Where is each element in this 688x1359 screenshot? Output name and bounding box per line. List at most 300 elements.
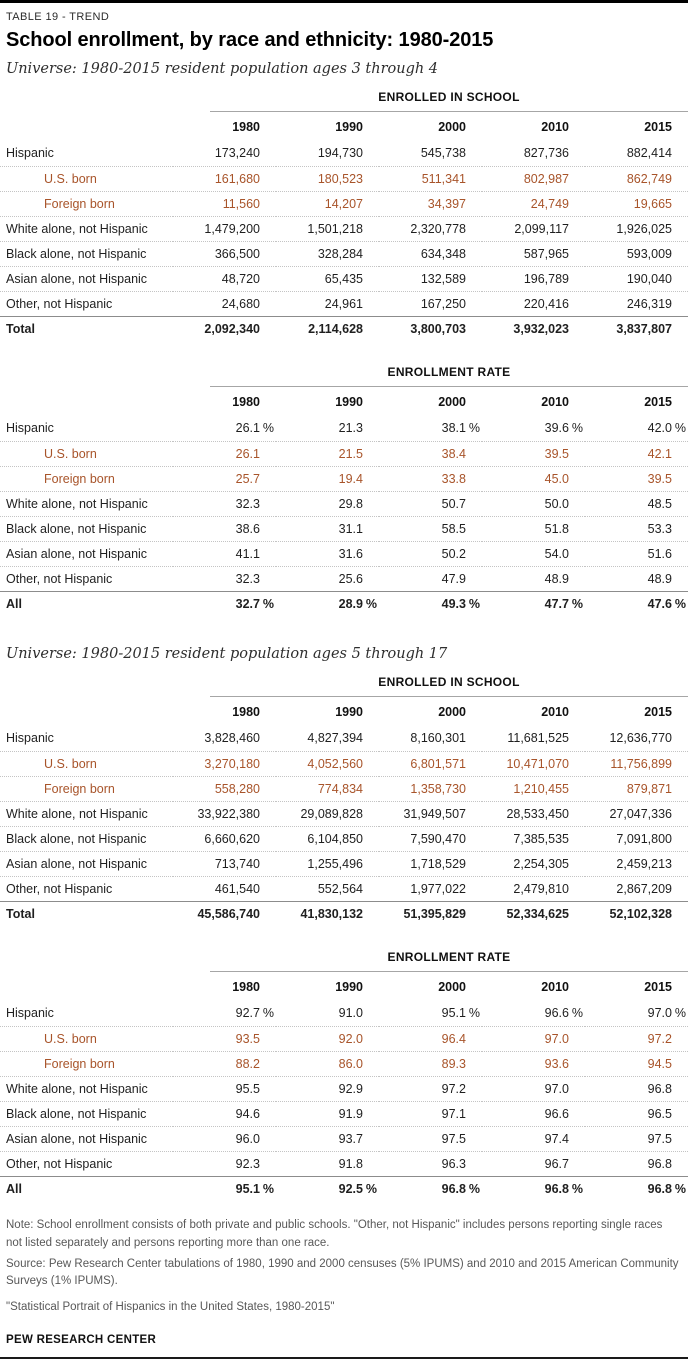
cell-value: 41.1 <box>235 546 260 561</box>
year-column-header: 1980 <box>232 119 260 134</box>
cell-number: 38.1 <box>441 421 466 436</box>
cell-value: 51,395,829 <box>403 906 466 921</box>
row-label: Total <box>6 321 35 336</box>
cell-value: 27,047,336 <box>609 806 672 821</box>
cell-value: 774,834 <box>317 781 363 796</box>
cell-value: 96.4 <box>441 1031 466 1046</box>
cell-value: 7,385,535 <box>513 831 569 846</box>
cell-value: 33,922,380 <box>197 806 260 821</box>
cell-value <box>173 1176 276 1201</box>
percent-sign: % <box>674 1181 686 1196</box>
cell-value: 41,830,132 <box>300 906 363 921</box>
universe-section <box>0 646 688 1201</box>
row-label-header <box>0 972 173 1001</box>
cell-number: 96.8 <box>544 1181 569 1196</box>
cell-value: 132,589 <box>420 271 466 286</box>
row-label: Asian alone, not Hispanic <box>6 1131 148 1146</box>
cell-value <box>482 1176 585 1201</box>
row-label: White alone, not Hispanic <box>6 496 148 511</box>
cell-value: 88.2 <box>235 1056 260 1071</box>
percent-sign: % <box>571 421 583 436</box>
row-label: All <box>6 1181 22 1196</box>
cell-value: 48,720 <box>221 271 260 286</box>
cell-value: 246,319 <box>626 296 672 311</box>
cell-value: 33.8 <box>441 471 466 486</box>
table-group-header: ENROLLED IN SCHOOL <box>210 90 688 112</box>
cell-value: 190,040 <box>626 271 672 286</box>
cell-value: 50.0 <box>544 496 569 511</box>
cell-value: 95.5 <box>235 1081 260 1096</box>
cell-value: 2,320,778 <box>410 221 466 236</box>
percent-sign: % <box>571 596 583 611</box>
note-text: Note: School enrollment consists of both private and public schools. "Other, not Hispanic" includes persons reporting single races not listed separately and persons reporting more than one race. <box>6 1219 663 1249</box>
cell-value: 42.1 <box>647 446 672 461</box>
cell-value: 3,932,023 <box>513 321 569 336</box>
year-column-header: 2015 <box>644 704 672 719</box>
year-column-header: 1980 <box>232 979 260 994</box>
row-label: Other, not Hispanic <box>6 571 113 586</box>
table-row <box>0 851 688 876</box>
table-row <box>0 241 688 266</box>
row-label-header <box>0 387 173 416</box>
row-label: Hispanic <box>6 421 54 436</box>
cell-value: 328,284 <box>317 246 363 261</box>
cell-value: 24,961 <box>324 296 363 311</box>
percent-sign: % <box>468 596 480 611</box>
cell-value: 1,358,730 <box>410 781 466 796</box>
cell-number: 92.5 <box>338 1181 363 1196</box>
cell-value: 6,660,620 <box>204 831 260 846</box>
cell-value: 93.7 <box>338 1131 363 1146</box>
cell-value: 2,099,117 <box>514 221 569 236</box>
table-row <box>0 1076 688 1101</box>
row-label: Black alone, not Hispanic <box>6 831 147 846</box>
cell-value: 26.1 <box>235 446 260 461</box>
cell-number: 47.7 <box>544 596 569 611</box>
cell-value: 194,730 <box>317 146 363 161</box>
year-column-header: 2000 <box>438 119 466 134</box>
table-row <box>0 1176 688 1201</box>
cell-number: 95.1 <box>235 1181 260 1196</box>
row-label: All <box>6 596 22 611</box>
table-row <box>0 566 688 591</box>
table-row <box>0 291 688 316</box>
cell-number: 32.7 <box>235 596 260 611</box>
cell-number: 42.0 <box>647 421 672 436</box>
cell-value <box>585 591 688 616</box>
cell-value: 713,740 <box>214 856 260 871</box>
percent-sign: % <box>262 1181 274 1196</box>
cell-number: 49.3 <box>441 596 466 611</box>
table-row <box>0 876 688 901</box>
row-label: Hispanic <box>6 1006 54 1021</box>
row-label: Black alone, not Hispanic <box>6 1106 147 1121</box>
cell-value: 24,680 <box>221 296 260 311</box>
cell-number: 28.9 <box>338 596 363 611</box>
year-column-header: 2010 <box>541 979 569 994</box>
cell-value: 2,092,340 <box>204 321 260 336</box>
row-label-header <box>0 697 173 726</box>
table-header-row <box>0 697 688 726</box>
cell-value: 25.7 <box>235 471 260 486</box>
cell-value: 3,270,180 <box>204 756 260 771</box>
cell-value <box>276 591 379 616</box>
cell-value: 97.1 <box>441 1106 466 1121</box>
cell-value: 97.0 <box>544 1081 569 1096</box>
table-row <box>0 541 688 566</box>
year-column-header: 2010 <box>541 394 569 409</box>
percent-sign: % <box>468 421 480 436</box>
cell-value: 882,414 <box>626 146 672 161</box>
table-group-header: ENROLLMENT RATE <box>210 365 688 387</box>
percent-sign: % <box>674 421 686 436</box>
cell-value: 12,636,770 <box>609 731 672 746</box>
brand-wordmark: PEW RESEARCH CENTER <box>6 1334 157 1347</box>
cell-value: 91.9 <box>338 1106 363 1121</box>
row-label: Hispanic <box>6 731 54 746</box>
table-row <box>0 141 688 166</box>
table-body <box>0 416 688 616</box>
year-column-header: 2000 <box>438 979 466 994</box>
cell-value: 31,949,507 <box>403 806 466 821</box>
cell-value: 92.0 <box>338 1031 363 1046</box>
year-column-header: 2015 <box>644 119 672 134</box>
cell-value: 827,736 <box>523 146 569 161</box>
row-label: Foreign born <box>44 196 115 211</box>
table-row <box>0 1001 688 1026</box>
cell-number: 96.6 <box>544 1006 569 1021</box>
cell-value: 58.5 <box>441 521 466 536</box>
citation-text: "Statistical Portrait of Hispanics in the United States, 1980-2015" <box>6 1301 335 1314</box>
cell-number: 26.1 <box>235 421 260 436</box>
cell-value: 96.7 <box>544 1156 569 1171</box>
cell-value: 93.5 <box>235 1031 260 1046</box>
cell-number: 39.6 <box>544 421 569 436</box>
table-row <box>0 1051 688 1076</box>
cell-value <box>482 1001 585 1026</box>
year-column-header: 1990 <box>335 704 363 719</box>
cell-value: 24,749 <box>530 196 569 211</box>
table-row <box>0 441 688 466</box>
table-row <box>0 1026 688 1051</box>
cell-value: 196,789 <box>523 271 569 286</box>
cell-value: 50.2 <box>441 546 466 561</box>
table-group-header: ENROLLED IN SCHOOL <box>210 675 688 697</box>
cell-value: 32.3 <box>235 496 260 511</box>
cell-value <box>585 416 688 441</box>
cell-value: 89.3 <box>441 1056 466 1071</box>
cell-value: 593,009 <box>626 246 672 261</box>
year-column-header: 1980 <box>232 394 260 409</box>
enrollment-table <box>0 972 688 1201</box>
cell-value: 94.5 <box>647 1056 672 1071</box>
cell-value: 48.9 <box>544 571 569 586</box>
cell-value: 11,681,525 <box>507 731 569 746</box>
universe-subtitle: Universe: 1980-2015 resident population ages 5 through 17 <box>6 646 448 662</box>
row-label: White alone, not Hispanic <box>6 1081 148 1096</box>
year-header-row <box>0 972 688 1001</box>
cell-value: 25.6 <box>338 571 363 586</box>
cell-value: 8,160,301 <box>410 731 466 746</box>
cell-value <box>379 1001 482 1026</box>
percent-sign: % <box>262 1006 274 1021</box>
table-sections <box>0 61 688 1201</box>
cell-number: 95.1 <box>441 1006 466 1021</box>
row-label: Asian alone, not Hispanic <box>6 271 148 286</box>
table-row <box>0 801 688 826</box>
cell-value: 92.9 <box>338 1081 363 1096</box>
cell-value <box>379 591 482 616</box>
cell-value: 2,114,628 <box>308 321 363 336</box>
cell-value: 97.4 <box>544 1131 569 1146</box>
cell-value: 587,965 <box>523 246 569 261</box>
cell-value: 94.6 <box>235 1106 260 1121</box>
cell-value: 93.6 <box>544 1056 569 1071</box>
row-label: Other, not Hispanic <box>6 296 113 311</box>
row-label: Black alone, not Hispanic <box>6 521 147 536</box>
year-header-row <box>0 697 688 726</box>
year-column-header: 1990 <box>335 119 363 134</box>
row-label: U.S. born <box>44 446 97 461</box>
year-header-row <box>0 387 688 416</box>
row-label: Total <box>6 906 35 921</box>
cell-value: 2,867,209 <box>616 881 672 896</box>
cell-number: 92.7 <box>235 1006 260 1021</box>
source-text: Source: Pew Research Center tabulations of 1980, 1990 and 2000 censuses (5% IPUMS) and 2010 and 2015 American Community Surveys (1% IPUMS). <box>6 1257 679 1288</box>
cell-value <box>173 591 276 616</box>
table-row <box>0 776 688 801</box>
table-row <box>0 1151 688 1176</box>
cell-value <box>482 591 585 616</box>
cell-value: 54.0 <box>544 546 569 561</box>
cell-value: 97.5 <box>441 1131 466 1146</box>
cell-value: 173,240 <box>214 146 260 161</box>
cell-value: 11,560 <box>222 196 260 211</box>
table-row <box>0 491 688 516</box>
cell-value: 21.3 <box>338 421 363 436</box>
year-column-header: 1990 <box>335 979 363 994</box>
cell-value: 167,250 <box>420 296 466 311</box>
table-body <box>0 1001 688 1201</box>
cell-value: 461,540 <box>214 881 260 896</box>
enrollment-table-block <box>0 950 688 1201</box>
cell-value: 52,102,328 <box>609 906 672 921</box>
cell-value: 4,052,560 <box>307 756 363 771</box>
cell-value: 92.3 <box>235 1156 260 1171</box>
enrollment-table <box>0 387 688 616</box>
row-label: White alone, not Hispanic <box>6 806 148 821</box>
cell-value: 29.8 <box>338 496 363 511</box>
cell-value: 7,590,470 <box>410 831 466 846</box>
row-label: U.S. born <box>44 171 97 186</box>
cell-value: 6,104,850 <box>307 831 363 846</box>
cell-value: 97.2 <box>647 1031 672 1046</box>
cell-number: 96.8 <box>441 1181 466 1196</box>
cell-value: 19,665 <box>633 196 672 211</box>
cell-value: 2,254,305 <box>513 856 569 871</box>
cell-value: 634,348 <box>420 246 466 261</box>
cell-value: 38.4 <box>441 446 466 461</box>
cell-value: 545,738 <box>420 146 466 161</box>
table-row <box>0 266 688 291</box>
table-row <box>0 826 688 851</box>
cell-value: 45,586,740 <box>197 906 260 921</box>
cell-value: 91.0 <box>338 1006 363 1021</box>
table-row <box>0 901 688 926</box>
cell-value: 1,210,455 <box>513 781 569 796</box>
cell-value: 11,756,899 <box>610 756 672 771</box>
cell-value: 28,533,450 <box>506 806 569 821</box>
cell-value: 2,459,213 <box>616 856 672 871</box>
cell-value: 39.5 <box>647 471 672 486</box>
percent-sign: % <box>571 1006 583 1021</box>
cell-value: 65,435 <box>324 271 363 286</box>
cell-number: 47.6 <box>647 596 672 611</box>
table-row <box>0 416 688 441</box>
cell-value: 34,397 <box>427 196 466 211</box>
cell-value: 31.6 <box>338 546 363 561</box>
row-label: Black alone, not Hispanic <box>6 246 147 261</box>
cell-value: 879,871 <box>626 781 672 796</box>
percent-sign: % <box>571 1181 583 1196</box>
cell-value: 31.1 <box>338 521 363 536</box>
cell-value: 53.3 <box>647 521 672 536</box>
cell-value: 39.5 <box>544 446 569 461</box>
cell-value: 47.9 <box>441 571 466 586</box>
cell-value: 552,564 <box>317 881 363 896</box>
cell-value: 802,987 <box>523 171 569 186</box>
enrollment-table-block <box>0 90 688 341</box>
cell-value: 50.7 <box>441 496 466 511</box>
cell-value: 96.3 <box>441 1156 466 1171</box>
cell-value: 51.8 <box>544 521 569 536</box>
footnotes <box>6 1217 680 1317</box>
table-header-row <box>0 387 688 416</box>
percent-sign: % <box>468 1181 480 1196</box>
cell-value <box>276 1176 379 1201</box>
cell-value: 862,749 <box>626 171 672 186</box>
cell-value: 97.0 <box>544 1031 569 1046</box>
cell-value <box>379 416 482 441</box>
cell-value: 161,680 <box>214 171 260 186</box>
cell-value: 6,801,571 <box>410 756 466 771</box>
table-group-header: ENROLLMENT RATE <box>210 950 688 972</box>
cell-value: 14,207 <box>324 196 363 211</box>
cell-value: 96.6 <box>544 1106 569 1121</box>
cell-value: 96.5 <box>647 1106 672 1121</box>
year-column-header: 1990 <box>335 394 363 409</box>
cell-value: 91.8 <box>338 1156 363 1171</box>
cell-value <box>482 416 585 441</box>
table-row <box>0 726 688 751</box>
cell-number: 96.8 <box>647 1181 672 1196</box>
cell-value: 51.6 <box>647 546 672 561</box>
cell-number: 97.0 <box>647 1006 672 1021</box>
row-label: U.S. born <box>44 756 97 771</box>
cell-value: 220,416 <box>523 296 569 311</box>
cell-value: 558,280 <box>214 781 260 796</box>
row-label: White alone, not Hispanic <box>6 221 148 236</box>
percent-sign: % <box>468 1006 480 1021</box>
row-label: Foreign born <box>44 781 115 796</box>
cell-value: 3,828,460 <box>204 731 260 746</box>
cell-value: 38.6 <box>235 521 260 536</box>
cell-value: 32.3 <box>235 571 260 586</box>
cell-value <box>173 1001 276 1026</box>
universe-subtitle: Universe: 1980-2015 resident population ages 3 through 4 <box>6 61 439 77</box>
year-column-header: 2000 <box>438 704 466 719</box>
cell-value: 86.0 <box>338 1056 363 1071</box>
cell-value <box>379 1176 482 1201</box>
cell-value: 10,471,070 <box>506 756 569 771</box>
row-label: Asian alone, not Hispanic <box>6 546 148 561</box>
cell-value <box>585 1176 688 1201</box>
table-row <box>0 466 688 491</box>
enrollment-table-block <box>0 675 688 926</box>
cell-value: 96.8 <box>647 1156 672 1171</box>
year-column-header: 2015 <box>644 979 672 994</box>
enrollment-table-block <box>0 365 688 616</box>
table-header-row <box>0 972 688 1001</box>
cell-value: 1,926,025 <box>616 221 672 236</box>
table-row <box>0 1101 688 1126</box>
percent-sign: % <box>365 596 377 611</box>
cell-value: 2,479,810 <box>513 881 569 896</box>
row-label: Hispanic <box>6 146 54 161</box>
table-row <box>0 216 688 241</box>
cell-value: 97.2 <box>441 1081 466 1096</box>
row-label: Foreign born <box>44 1056 115 1071</box>
page-title: School enrollment, by race and ethnicity: 1980-2015 <box>6 29 494 51</box>
percent-sign: % <box>262 596 274 611</box>
cell-value: 96.8 <box>647 1081 672 1096</box>
cell-value: 97.5 <box>647 1131 672 1146</box>
table-row <box>0 166 688 191</box>
cell-value: 511,341 <box>421 171 466 186</box>
cell-value: 366,500 <box>214 246 260 261</box>
row-label: U.S. born <box>44 1031 97 1046</box>
enrollment-table <box>0 112 688 341</box>
enrollment-table <box>0 697 688 926</box>
cell-value: 1,718,529 <box>410 856 466 871</box>
cell-value: 45.0 <box>544 471 569 486</box>
cell-value: 96.0 <box>235 1131 260 1146</box>
year-header-row <box>0 112 688 141</box>
percent-sign: % <box>674 596 686 611</box>
cell-value: 48.9 <box>647 571 672 586</box>
percent-sign: % <box>262 421 274 436</box>
row-label: Other, not Hispanic <box>6 1156 113 1171</box>
row-label: Other, not Hispanic <box>6 881 113 896</box>
table-row <box>0 1126 688 1151</box>
cell-value: 180,523 <box>317 171 363 186</box>
table-row <box>0 516 688 541</box>
cell-value <box>585 1001 688 1026</box>
table-row <box>0 751 688 776</box>
percent-sign: % <box>365 1181 377 1196</box>
cell-value: 7,091,800 <box>616 831 672 846</box>
table-row <box>0 316 688 341</box>
row-label-header <box>0 112 173 141</box>
year-column-header: 2000 <box>438 394 466 409</box>
row-label: Foreign born <box>44 471 115 486</box>
table-body <box>0 726 688 926</box>
percent-sign: % <box>674 1006 686 1021</box>
cell-value: 1,977,022 <box>410 881 466 896</box>
cell-value: 52,334,625 <box>506 906 569 921</box>
year-column-header: 2010 <box>541 119 569 134</box>
cell-value <box>173 416 276 441</box>
